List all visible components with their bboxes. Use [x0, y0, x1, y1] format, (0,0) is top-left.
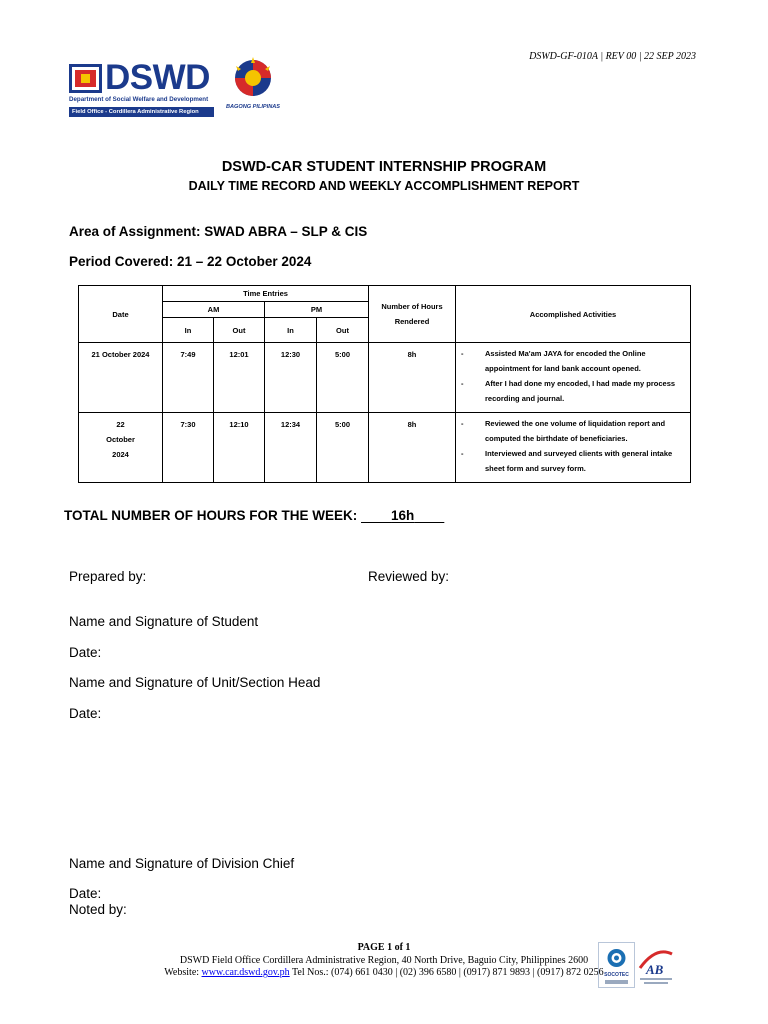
accreditation-badge-icon: [636, 944, 676, 986]
division-chief-date-label: Date:: [69, 886, 102, 901]
total-hours-number: 16h: [391, 508, 415, 523]
activity-item: [461, 416, 686, 446]
logo-wordmark: DSWD: [105, 58, 210, 97]
row-am-out: 12:01: [214, 343, 265, 413]
row-date-month: October: [106, 435, 135, 444]
bullet: -: [461, 419, 464, 428]
row-date-year: 2024: [112, 450, 129, 459]
header-am-out: Out: [214, 318, 265, 343]
header-hours-line2: Rendered: [394, 317, 430, 326]
activity-text: Interviewed and surveyed clients with general intake sheet form and survey form.: [485, 449, 673, 473]
reviewed-by-label: Reviewed by:: [368, 569, 450, 584]
bagong-pilipinas-emblem-icon: [230, 56, 276, 98]
document-code: DSWD-GF-010A | REV 00 | 22 SEP 2023: [529, 51, 696, 62]
socotec-badge-icon: [599, 943, 634, 987]
row-date-day: 22: [116, 420, 125, 429]
bullet: -: [461, 349, 464, 358]
row-pm-in: 12:34: [265, 413, 317, 483]
unit-head-date-label: Date:: [69, 706, 102, 721]
website-link[interactable]: www.car.dswd.gov.ph: [201, 967, 290, 978]
time-record-table: [78, 285, 691, 483]
activity-item: [461, 346, 686, 376]
report-title: DAILY TIME RECORD AND WEEKLY ACCOMPLISHMENT REPORT: [188, 179, 580, 193]
total-hours-value: [361, 508, 444, 523]
header-time-entries: Time Entries: [163, 286, 369, 302]
division-chief-signature-label: Name and Signature of Division Chief: [69, 856, 295, 871]
activity-text: After I had done my encoded, I had made my process recording and journal.: [485, 379, 676, 403]
header-activities: Accomplished Activities: [456, 286, 691, 343]
period-covered: Period Covered: 21 – 22 October 2024: [69, 254, 312, 269]
area-of-assignment: Area of Assignment: SWAD ABRA – SLP & CIS: [69, 224, 368, 239]
header-pm-out: Out: [317, 318, 369, 343]
activity-item: [461, 446, 686, 476]
row-am-out: 12:10: [214, 413, 265, 483]
bagong-pilipinas-label: BAGONG PILIPINAS: [225, 104, 281, 110]
activity-item: [461, 376, 686, 406]
row-hours: 8h: [369, 343, 456, 413]
row-date: [79, 413, 163, 483]
row-am-in: 7:30: [163, 413, 214, 483]
row-hours: 8h: [369, 413, 456, 483]
noted-by-label: Noted by:: [69, 902, 127, 917]
header-pm: PM: [265, 302, 369, 318]
header-hours-line1: Number of Hours: [381, 302, 443, 311]
header-am: AM: [163, 302, 265, 318]
total-hours-label: TOTAL NUMBER OF HOURS FOR THE WEEK:: [64, 508, 358, 523]
table-row: [79, 413, 691, 483]
row-am-in: 7:49: [163, 343, 214, 413]
logo-subtitle: Department of Social Welfare and Development: [69, 96, 209, 103]
header-hours: [369, 286, 456, 343]
unit-head-signature-label: Name and Signature of Unit/Section Head: [69, 675, 321, 690]
row-pm-out: 5:00: [317, 413, 369, 483]
activity-text: Reviewed the one volume of liquidation report and computed the birthdate of beneficiaries.: [485, 419, 666, 443]
website-label: Website:: [164, 967, 200, 978]
header-pm-in: In: [265, 318, 317, 343]
table-row: [79, 343, 691, 413]
student-signature-label: Name and Signature of Student: [69, 614, 259, 629]
footer-address: DSWD Field Office Cordillera Administrative Region, 40 North Drive, Baguio City, Philippines 2600: [179, 954, 589, 966]
row-activities: [456, 343, 691, 413]
bagong-pilipinas-logo: [224, 56, 282, 110]
program-title: DSWD-CAR STUDENT INTERNSHIP PROGRAM: [221, 159, 547, 175]
dswd-logo: [69, 58, 214, 117]
socotec-certification-logo: [598, 942, 635, 988]
header-am-in: In: [163, 318, 214, 343]
row-date: 21 October 2024: [79, 343, 163, 413]
logo-region-bar: Field Office - Cordillera Administrative Region: [69, 107, 214, 117]
accreditation-label: AB: [646, 962, 664, 977]
student-date-label: Date:: [69, 645, 102, 660]
bullet: -: [461, 379, 464, 388]
dswd-emblem-icon: [69, 64, 102, 93]
prepared-by-label: Prepared by:: [69, 569, 147, 584]
row-pm-in: 12:30: [265, 343, 317, 413]
activity-text: Assisted Ma'am JAYA for encoded the Online appointment for land bank account opened.: [485, 349, 646, 373]
telephone-numbers: Tel Nos.: (074) 661 0430 | (02) 396 6580 | (0917) 871 9893 | (0917) 872 0256: [292, 967, 604, 978]
row-pm-out: 5:00: [317, 343, 369, 413]
socotec-label: SOCOTEC: [604, 972, 629, 978]
bullet: -: [461, 449, 464, 458]
header-date: Date: [79, 286, 163, 343]
page-number: PAGE 1 of 1: [357, 942, 411, 953]
accreditation-logo: [636, 944, 676, 986]
total-hours: [64, 508, 444, 523]
row-activities: [456, 413, 691, 483]
